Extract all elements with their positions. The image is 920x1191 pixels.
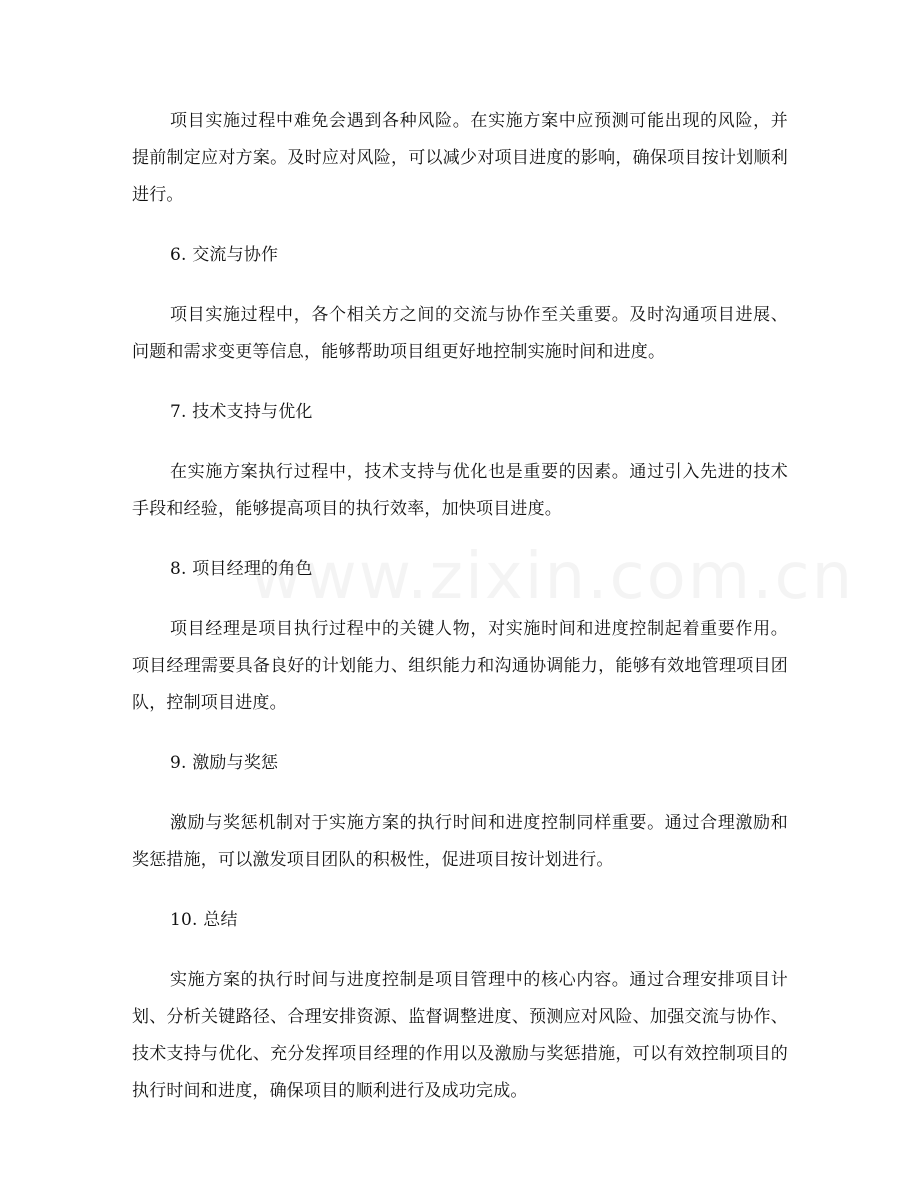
section-heading-7: 7. 技术支持与优化 [170,402,313,422]
section-heading-6: 6. 交流与协作 [170,245,279,265]
section-heading-8: 8. 项目经理的角色 [170,559,313,579]
paragraph-summary: 实施方案的执行时间与进度控制是项目管理中的核心内容。通过合理安排项目计划、分析关键路径、合理安排资源、监督调整进度、预测应对风险、加强交流与协作、技术支持与优化、充分发挥项目经理的作用以及激励与奖惩措施，可以有效控制项目的执行时间和进度，确保项目的顺利进行及成功完成。 [132,970,788,1101]
document-body [132,103,788,1110]
paragraph-tech-support: 在实施方案执行过程中，技术支持与优化也是重要的因素。通过引入先进的技术手段和经验，能够提高项目的执行效率，加快项目进度。 [132,462,788,519]
paragraph-communication: 项目实施过程中，各个相关方之间的交流与协作至关重要。及时沟通项目进展、问题和需求变更等信息，能够帮助项目组更好地控制实施时间和进度。 [132,305,788,362]
section-heading-10: 10. 总结 [170,910,238,930]
section-heading-9: 9. 激励与奖惩 [170,753,279,773]
paragraph-risk-handling: 项目实施过程中难免会遇到各种风险。在实施方案中应预测可能出现的风险，并提前制定应对方案。及时应对风险，可以减少对项目进度的影响，确保项目按计划顺利进行。 [132,111,788,205]
paragraph-incentives: 激励与奖惩机制对于实施方案的执行时间和进度控制同样重要。通过合理激励和奖惩措施，可以激发项目团队的积极性，促进项目按计划进行。 [132,813,788,870]
paragraph-project-manager: 项目经理是项目执行过程中的关键人物，对实施时间和进度控制起着重要作用。项目经理需要具备良好的计划能力、组织能力和沟通协调能力，能够有效地管理项目团队，控制项目进度。 [132,619,788,713]
